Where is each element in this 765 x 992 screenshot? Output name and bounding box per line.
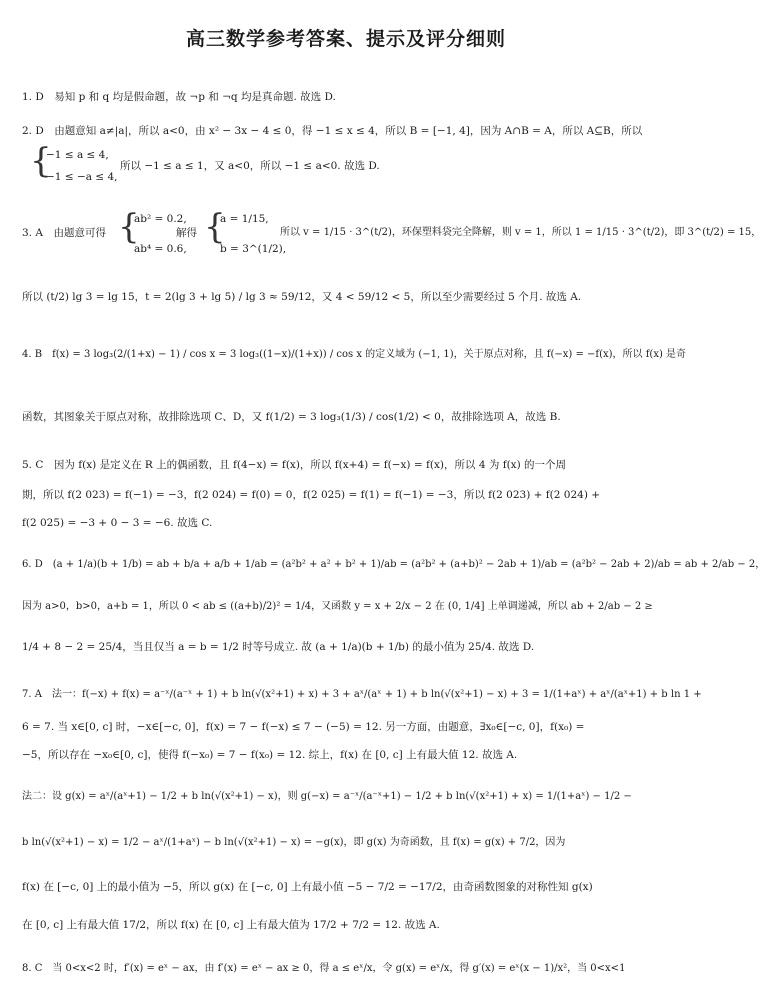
answer-7-line-6: f(x) 在 [−c, 0] 上的最小值为 −5，所以 g(x) 在 [−c, 0] 上有最小值 −5 − 7/2 = −17/2，由奇函数图象的对称性知 g(x) xyxy=(22,881,593,893)
answer-7-line-1: 7. A 法一：f(−x) + f(x) = a⁻ˣ/(a⁻ˣ + 1) + b ln(√(x²+1) + x) + 3 + aˣ/(aˣ + 1) + b ln(√(x²+1) − x) + 3 = 1/(1+aˣ) + aˣ/(aˣ+1) + b ln 1 + xyxy=(22,689,702,700)
answer-2-line-2: 所以 −1 ≤ a ≤ 1，又 a<0，所以 −1 ≤ a<0. 故选 D. xyxy=(120,160,380,172)
answer-5-line-1: 5. C 因为 f(x) 是定义在 R 上的偶函数，且 f(4−x) = f(x)，所以 f(x+4) = f(−x) = f(x)，所以 4 为 f(x) 的一个周 xyxy=(22,459,567,471)
answer-2-system-2: −1 ≤ −a ≤ 4, xyxy=(46,171,118,183)
answer-6-line-1: 6. D (a + 1/a)(b + 1/b) = ab + b/a + a/b + 1/ab = (a²b² + a² + b² + 1)/ab = (a²b² + (a+b)² − 2ab + 1)/ab = (a²b² − 2ab + 2)/ab = ab + 2/ab − 2， xyxy=(22,559,765,570)
answer-3-solution-2: b = 3^(1/2), xyxy=(220,243,287,255)
brace-symbol: { xyxy=(30,141,52,181)
answer-4-line-1: 4. B f(x) = 3 log₃(2/(1+x) − 1) / cos x = 3 log₃((1−x)/(1+x)) / cos x 的定义域为 (−1, 1)，关于原点对称，且 f(−x) = −f(x)，所以 f(x) 是奇 xyxy=(22,349,687,360)
page-title: 高三数学参考答案、提示及评分细则 xyxy=(185,28,506,50)
answer-7-line-3: −5，所以存在 −x₀∈[0, c]，使得 f(−x₀) = 7 − f(x₀) = 12. 综上，f(x) 在 [0, c] 上有最大值 12. 故选 A. xyxy=(22,749,518,761)
answer-3-line-2: 所以 (t/2) lg 3 = lg 15，t = 2(lg 3 + lg 5) / lg 3 ≈ 59/12，又 4 < 59/12 < 5，所以至少需要经过 5 个月. 故选 A. xyxy=(22,291,582,303)
brace-symbol: { xyxy=(118,207,140,247)
answer-2-line-1: 2. D 由题意知 a≠|a|，所以 a<0，由 x² − 3x − 4 ≤ 0，得 −1 ≤ x ≤ 4，所以 B = [−1, 4]，因为 A∩B = A，所以 A⊆B，所以 xyxy=(22,125,643,137)
answer-2-system-1: −1 ≤ a ≤ 4, xyxy=(46,149,109,161)
answer-3-equation-1: ab² = 0.2, xyxy=(134,213,187,225)
answer-7-line-5: b ln(√(x²+1) − x) = 1/2 − aˣ/(1+aˣ) − b ln(√(x²+1) − x) = −g(x)，即 g(x) 为奇函数，且 f(x) = g(x) + 7/2，因为 xyxy=(22,837,566,848)
answer-7-line-2: 6 = 7. 当 x∈[0, c] 时，−x∈[−c, 0]，f(x) = 7 − f(−x) ≤ 7 − (−5) = 12. 另一方面，由题意，∃x₀∈[−c, 0]，f(x₀) = xyxy=(22,721,585,733)
brace-symbol: { xyxy=(204,207,226,247)
answer-6-line-3: 1/4 + 8 − 2 = 25/4，当且仅当 a = b = 1/2 时等号成立. 故 (a + 1/a)(b + 1/b) 的最小值为 25/4. 故选 D. xyxy=(22,641,535,653)
answer-4-line-2: 函数，其图象关于原点对称，故排除选项 C、D，又 f(1/2) = 3 log₃(1/3) / cos(1/2) < 0，故排除选项 A，故选 B. xyxy=(22,411,561,423)
answer-6-line-2: 因为 a>0，b>0，a+b = 1，所以 0 < ab ≤ ((a+b)/2)² = 1/4，又函数 y = x + 2/x − 2 在 (0, 1/4] 上单调递减，所以 ab + 2/ab − 2 ≥ xyxy=(22,601,653,612)
answer-5-line-2: 期，所以 f(2 023) = f(−1) = −3，f(2 024) = f(0) = 0，f(2 025) = f(1) = f(−1) = −3，所以 f(2 023) + f(2 024) + xyxy=(22,489,601,501)
answer-7-line-4: 法二：设 g(x) = aˣ/(aˣ+1) − 1/2 + b ln(√(x²+1) − x)，则 g(−x) = a⁻ˣ/(a⁻ˣ+1) − 1/2 + b ln(√(x²+1) + x) = 1/(1+aˣ) − 1/2 − xyxy=(22,791,632,802)
answer-3-line-1: 所以 v = 1/15 · 3^(t/2)，环保塑料袋完全降解，则 v = 1，所以 1 = 1/15 · 3^(t/2)，即 3^(t/2) = 15， xyxy=(280,227,762,238)
answer-5-line-3: f(2 025) = −3 + 0 − 3 = −6. 故选 C. xyxy=(22,517,213,529)
answer-8-line-1: 8. C 当 0<x<2 时，f′(x) = eˣ − ax，由 f′(x) = eˣ − ax ≥ 0，得 a ≤ eˣ/x，令 g(x) = eˣ/x，得 g′(x) = eˣ(x − 1)/x²，当 0<x<1 xyxy=(22,963,626,974)
answer-3-solve-label: 解得 xyxy=(176,227,197,239)
answer-1: 1. D 易知 p 和 q 均是假命题，故 ¬p 和 ¬q 均是真命题. 故选 D. xyxy=(22,91,336,103)
answer-3-solution-1: a = 1/15, xyxy=(220,213,269,225)
answer-7-line-7: 在 [0, c] 上有最大值 17/2，所以 f(x) 在 [0, c] 上有最大值为 17/2 + 7/2 = 12. 故选 A. xyxy=(22,919,440,931)
answer-3-prefix: 3. A 由题意可得 xyxy=(22,227,106,239)
answer-3-equation-2: ab⁴ = 0.6, xyxy=(134,243,187,255)
